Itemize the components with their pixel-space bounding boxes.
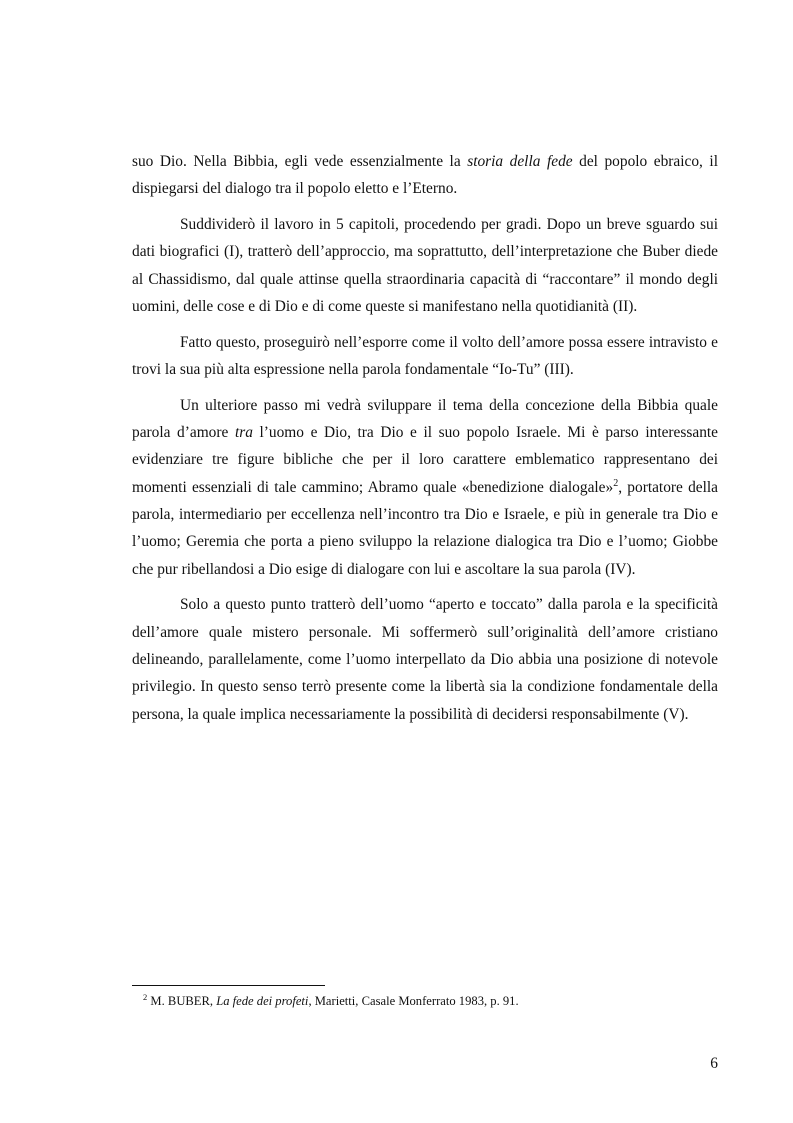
text-run: Suddividerò il lavoro in 5 capitoli, procedendo per gradi. Dopo un breve sguardo sui dati biografici (I), tratterò dell’approccio, ma soprattutto, dell’interpretazione che Buber diede al Chassidismo, dal quale attinse quella straordinaria capacità di “raccontare” il mondo degli uomini, delle cose e di Dio e di come queste si manifestano nella quotidianità (II). [132,216,718,315]
text-run: Fatto questo, proseguirò nell’esporre come il volto dell’amore possa essere intravisto e trovi la sua più alta espressione nella parola fondamentale “Io-Tu” (III). [132,333,718,379]
paragraph [132,211,718,320]
text-run: Solo a questo punto tratterò dell’uomo “aperto e toccato” dalla parola e la specificità dell’amore quale mistero personale. Mi soffermerò sull’originalità dell’amore cristiano delineando, parallelamente, come l’uomo interpellato da Dio abbia una posizione di notevole privilegio. In questo senso terrò presente come la libertà sia la condizione fondamentale della persona, la quale implica necessariamente la possibilità di decidersi responsabilmente (V). [132,596,718,723]
footnote-author-initial: M. B [150,994,177,1008]
italic-text: tra [234,424,253,442]
footnote-separator [132,985,325,986]
text-run: suo Dio. Nella Bibbia, egli vede essenzialmente la [132,153,468,170]
text-run: Un ulteriore passo mi vedrà sviluppare il tema della concezione della Bibbia quale parola d’amore [132,396,718,442]
body-text [132,148,718,736]
paragraph [132,392,718,583]
footnote-reference: 2 [613,477,619,489]
italic-text: storia della fede [467,153,573,170]
paragraph [132,148,718,203]
footnote: $^2$ M. BUBER, La fede dei profeti, Marietti, Casale Monferrato 1983, p. 91. [143,992,519,1008]
paragraph [132,329,718,384]
footnote-citation: , Marietti, Casale Monferrato 1983, p. 91. [308,994,519,1008]
footnote-title: La fede dei profeti [216,994,309,1008]
text-run: , portatore della parola, intermediario per eccellenza nell’incontro tra Dio e Israele, e più in generale tra Dio e l’uomo; Geremia che porta a pieno sviluppo la relazione dialogica tra Dio e l’uomo; Giobbe che pur ribellandosi a Dio esige di dialogare con lui e ascoltare la sua parola (IV). [132,478,718,578]
text-run: del popolo ebraico, il dispiegarsi del dialogo tra il popolo eletto e l’Eterno. [132,153,718,198]
footnote-number: 2 [143,992,148,1002]
paragraph [132,591,718,727]
footnote-author-rest: UBER [176,994,210,1008]
page-number: 6 [710,1055,718,1072]
text-run: l’uomo e Dio, tra Dio e il suo popolo Israele. Mi è parso interessante evidenziare tre figure bibliche che per il loro carattere emblematico rappresentano dei momenti essenziali di tale cammino; Abramo quale «benedizione dialogale» [132,424,718,496]
